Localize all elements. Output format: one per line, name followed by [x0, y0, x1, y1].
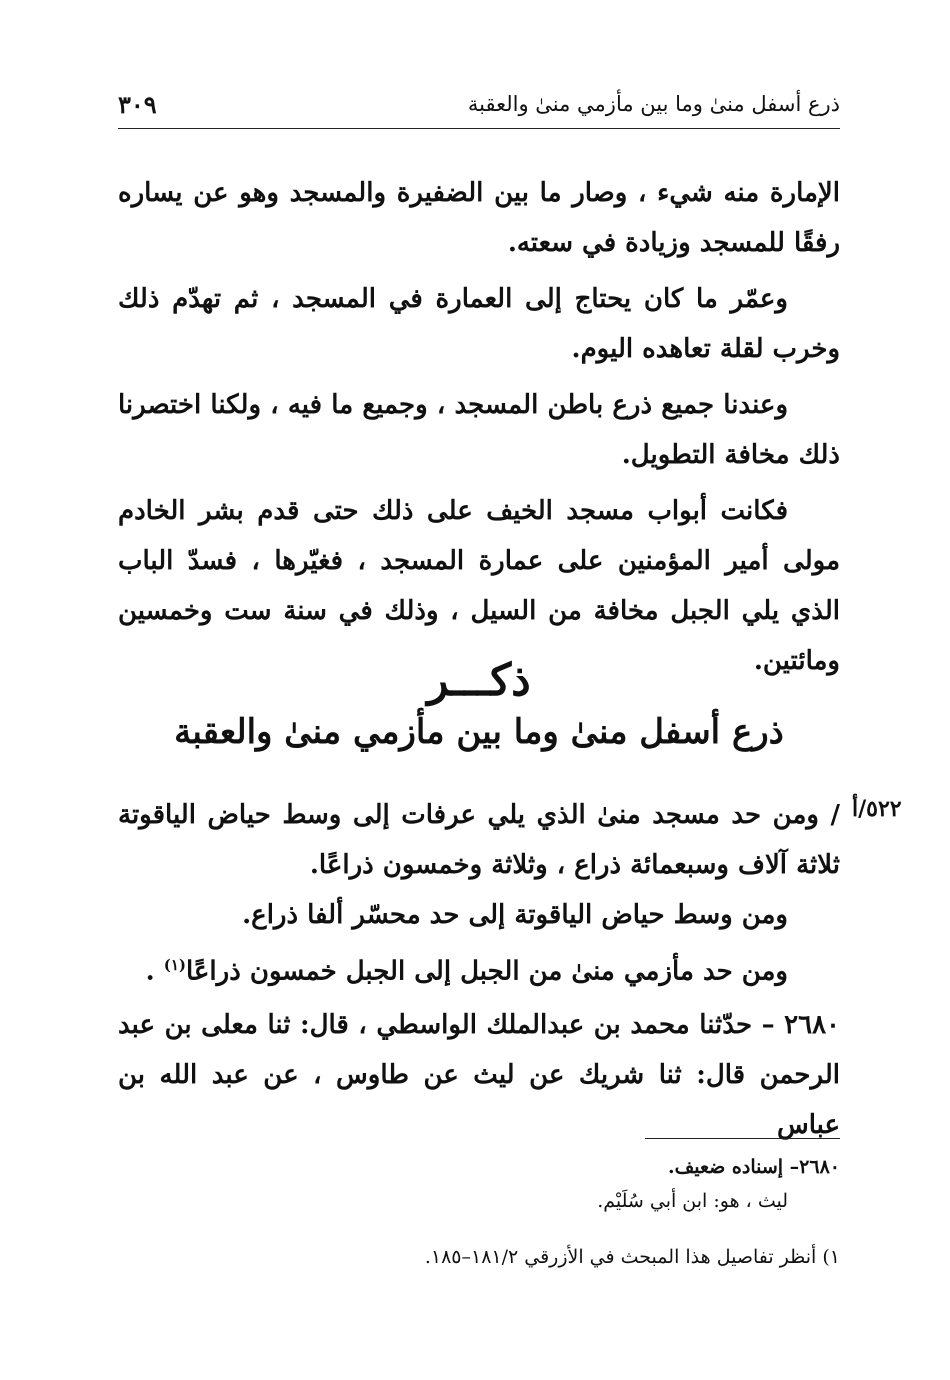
footnotes	[118, 1150, 840, 1274]
section-line-text: ومن حد مأزمي منىٰ من الجبل إلى الجبل خمسون ذراعًا	[186, 956, 788, 987]
running-header	[118, 88, 840, 128]
section-line	[118, 940, 840, 997]
footnote-text: ليث ، هو: ابن أبي سُلَيْم.	[597, 1190, 788, 1212]
paragraph: وعندنا جميع ذرع باطن المسجد ، وجميع ما فيه ، ولكنا اختصرنا ذلك مخافة التطويل.	[118, 390, 840, 470]
section-dhikr-label: ذكـــر	[427, 655, 531, 706]
section-body	[118, 790, 840, 997]
footnote-reference: ١) أنظر تفاصيل هذا المبحث في الأزرقي ١٨١/٢–١٨٥.	[424, 1246, 840, 1268]
footnote-title: ٢٦٨٠– إسناده ضعيف.	[667, 1156, 840, 1178]
manuscript-folio-ref: ٥٢٢/أ	[852, 796, 902, 822]
paragraph: فكانت أبواب مسجد الخيف على ذلك حتى قدم بشر الخادم مولى أمير المؤمنين على عمارة المسجد ، فغيّرها ، فسدّ الباب الذي يلي الجبل مخافة من السيل ، وذلك في سنة ست وخمسين ومائتين.	[118, 496, 840, 676]
running-title: ذرع أسفل منىٰ وما بين مأزمي منىٰ والعقبة	[467, 92, 840, 116]
hadith-paragraph: ٢٦٨٠ – حدّثنا محمد بن عبدالملك الواسطي ، قال: ثنا معلى بن عبد الرحمن قال: ثنا شريك عن ليث عن طاوس ، عن عبد الله بن عباس	[118, 1010, 840, 1140]
section-line: ومن وسط حياض الياقوتة إلى حد محسّر ألفا ذراع.	[242, 900, 788, 930]
section-line-end: .	[145, 956, 164, 987]
section-line: / ومن حد مسجد منىٰ الذي يلي عرفات إلى وسط حياض الياقوتة ثلاثة آلاف وسبعمائة ذراع ، وثلاثة وخمسون ذراعًا.	[118, 800, 840, 880]
footnote-marker[interactable]: (١)	[163, 956, 186, 974]
hadith-text	[118, 1000, 840, 1150]
paragraph: وعمّر ما كان يحتاج إلى العمارة في المسجد ، ثم تهدّم ذلك وخرب لقلة تعاهده اليوم.	[118, 284, 840, 364]
page-number: ٣٠٩	[118, 90, 157, 119]
paragraph: الإمارة منه شيء ، وصار ما بين الضفيرة والمسجد وهو عن يساره رفقًا للمسجد وزيادة في سعته.	[118, 178, 840, 258]
body-text	[118, 168, 840, 692]
header-rule	[118, 128, 840, 129]
section-heading: ذرع أسفل منىٰ وما بين مأزمي منىٰ والعقبة	[174, 712, 784, 752]
footnote-rule	[645, 1138, 840, 1139]
